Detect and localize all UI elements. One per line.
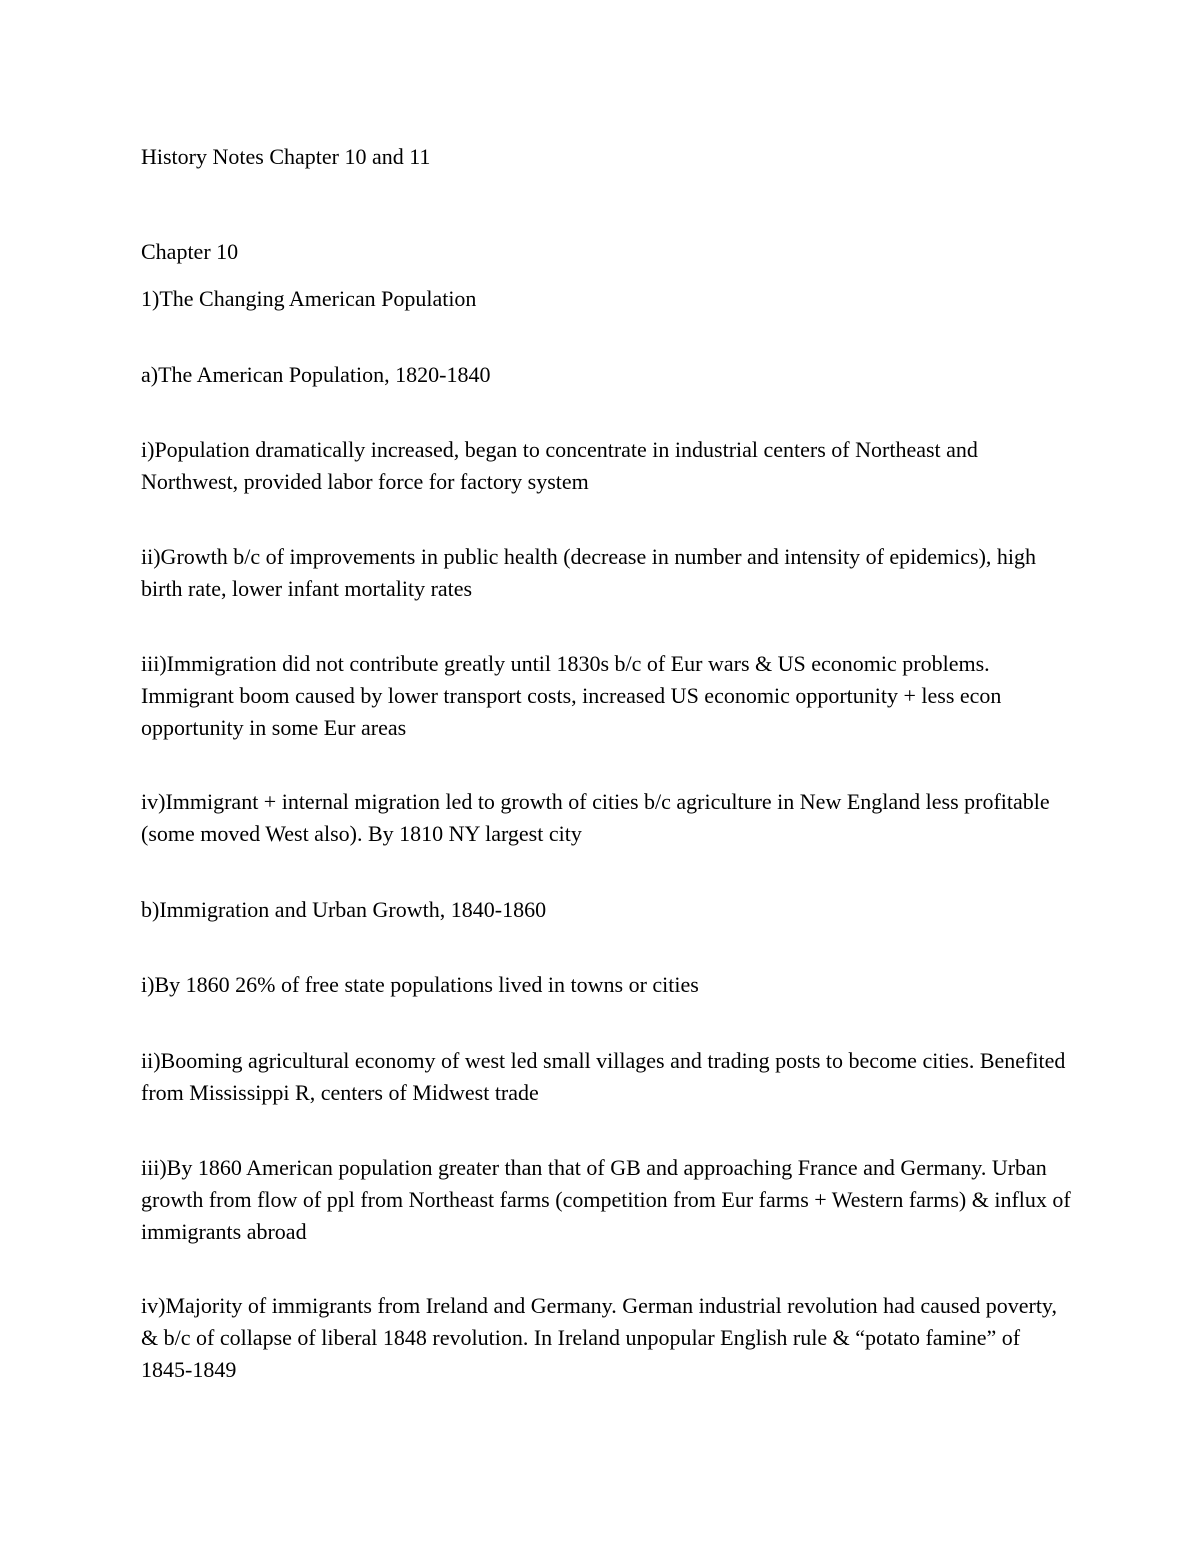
note-item: i)Population dramatically increased, began to concentrate in industrial centers of Northeast and Northwest, provided labor force for factory system <box>141 437 978 494</box>
chapter-heading: Chapter 10 <box>141 239 239 264</box>
note-item: i)By 1860 26% of free state populations lived in towns or cities <box>141 972 699 997</box>
subsection-heading-b: b)Immigration and Urban Growth, 1840-1860 <box>141 897 547 922</box>
note-item: ii)Booming agricultural economy of west led small villages and trading posts to become cities. Benefited from Mississippi R, centers of Midwest trade <box>141 1048 1066 1105</box>
note-item: ii)Growth b/c of improvements in public health (decrease in number and intensity of epidemics), high birth rate, lower infant mortality rates <box>141 544 1037 601</box>
note-item: iii)By 1860 American population greater than that of GB and approaching France and Germany. Urban growth from flow of ppl from Northeast farms (competition from Eur farms + Western farms) & influx of immigrants abroad <box>141 1155 1071 1244</box>
note-item: iii)Immigration did not contribute greatly until 1830s b/c of Eur wars & US economic problems. Immigrant boom caused by lower transport costs, increased US economic opportunity + less econ opportunity in some Eur areas <box>141 651 1002 740</box>
section-heading: 1)The Changing American Population <box>141 286 477 311</box>
note-item: iv)Immigrant + internal migration led to growth of cities b/c agriculture in New England less profitable (some moved West also). By 1810 NY largest city <box>141 789 1050 846</box>
subsection-heading-a: a)The American Population, 1820-1840 <box>141 362 491 387</box>
note-item: iv)Majority of immigrants from Ireland and Germany. German industrial revolution had caused poverty, & b/c of collapse of liberal 1848 revolution. In Ireland unpopular English rule & “potato famine” of 1845-1849 <box>141 1293 1057 1382</box>
document-title: History Notes Chapter 10 and 11 <box>141 144 431 169</box>
